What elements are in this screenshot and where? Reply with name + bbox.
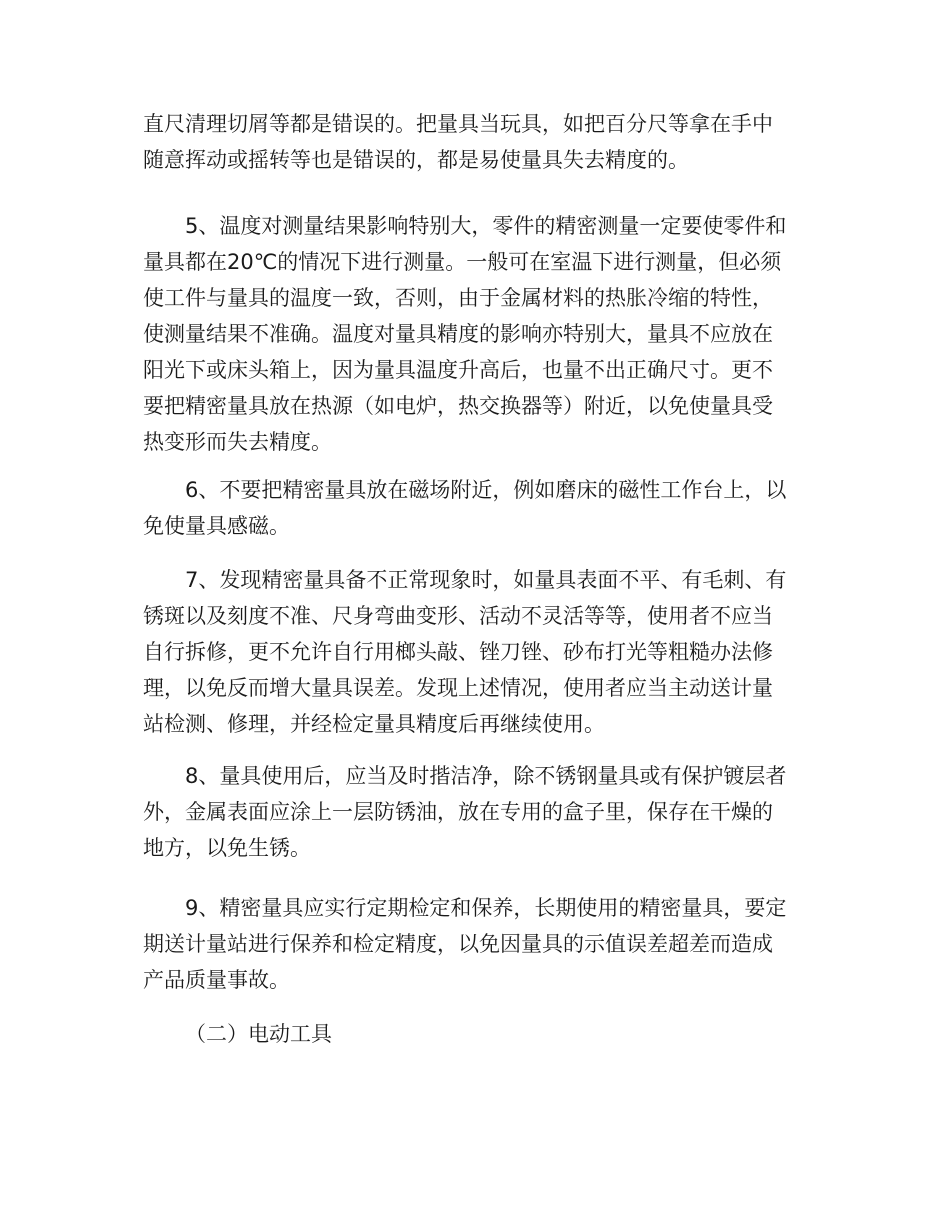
text-line: 量具都在20℃的情况下进行测量。一般可在室温下进行测量，但必须: [143, 250, 782, 274]
text-line: 要把精密量具放在热源（如电炉，热交换器等）附近，以免使量具受: [143, 394, 773, 418]
text-line: 产品质量事故。: [143, 968, 290, 992]
text-line: 期送计量站进行保养和检定精度，以免因量具的示值误差超差而造成: [143, 932, 773, 956]
paragraph-item-9: [143, 890, 823, 998]
text-line: 5、温度对测量结果影响特别大，零件的精密测量一定要使零件和: [185, 214, 787, 238]
text-line: 站检测、修理，并经检定量具精度后再继续使用。: [143, 712, 605, 736]
paragraph-item-6: [143, 472, 823, 544]
text-line: 直尺清理切屑等都是错误的。把量具当玩具，如把百分尺等拿在手中: [143, 112, 773, 136]
paragraph-item-5: [143, 208, 823, 460]
text-line: 阳光下或床头箱上，因为量具温度升高后，也量不出正确尺寸。更不: [143, 358, 773, 382]
text-line: 热变形而失去精度。: [143, 430, 332, 454]
text-line: 6、不要把精密量具放在磁场附近，例如磨床的磁性工作台上，以: [185, 478, 787, 502]
text-line: 地方，以免生锈。: [143, 836, 311, 860]
text-line: 理，以免反而增大量具误差。发现上述情况，使用者应当主动送计量: [143, 676, 773, 700]
text-line: 随意挥动或摇转等也是错误的，都是易使量具失去精度的。: [143, 148, 689, 172]
text-line: 使工件与量具的温度一致，否则，由于金属材料的热胀冷缩的特性，: [143, 286, 773, 310]
text-line: 9、精密量具应实行定期检定和保养，长期使用的精密量具，要定: [185, 896, 787, 920]
paragraph-item-7: [143, 562, 823, 742]
text-line: 使测量结果不准确。温度对量具精度的影响亦特别大，量具不应放在: [143, 322, 773, 346]
text-line: 外，金属表面应涂上一层防锈油，放在专用的盒子里，保存在干燥的: [143, 800, 773, 824]
text-line: 锈斑以及刻度不准、尺身弯曲变形、活动不灵活等等，使用者不应当: [143, 604, 773, 628]
text-line: 免使量具感磁。: [143, 514, 290, 538]
text-line: 8、量具使用后，应当及时揩洁净，除不锈钢量具或有保护镀层者: [185, 764, 787, 788]
text-line: 自行拆修，更不允许自行用榔头敲、锉刀锉、砂布打光等粗糙办法修: [143, 640, 773, 664]
section-heading: （二）电动工具: [185, 1022, 332, 1046]
paragraph-continuation: [143, 106, 823, 178]
paragraph-item-8: [143, 758, 823, 866]
text-line: 7、发现精密量具备不正常现象时，如量具表面不平、有毛刺、有: [185, 568, 787, 592]
